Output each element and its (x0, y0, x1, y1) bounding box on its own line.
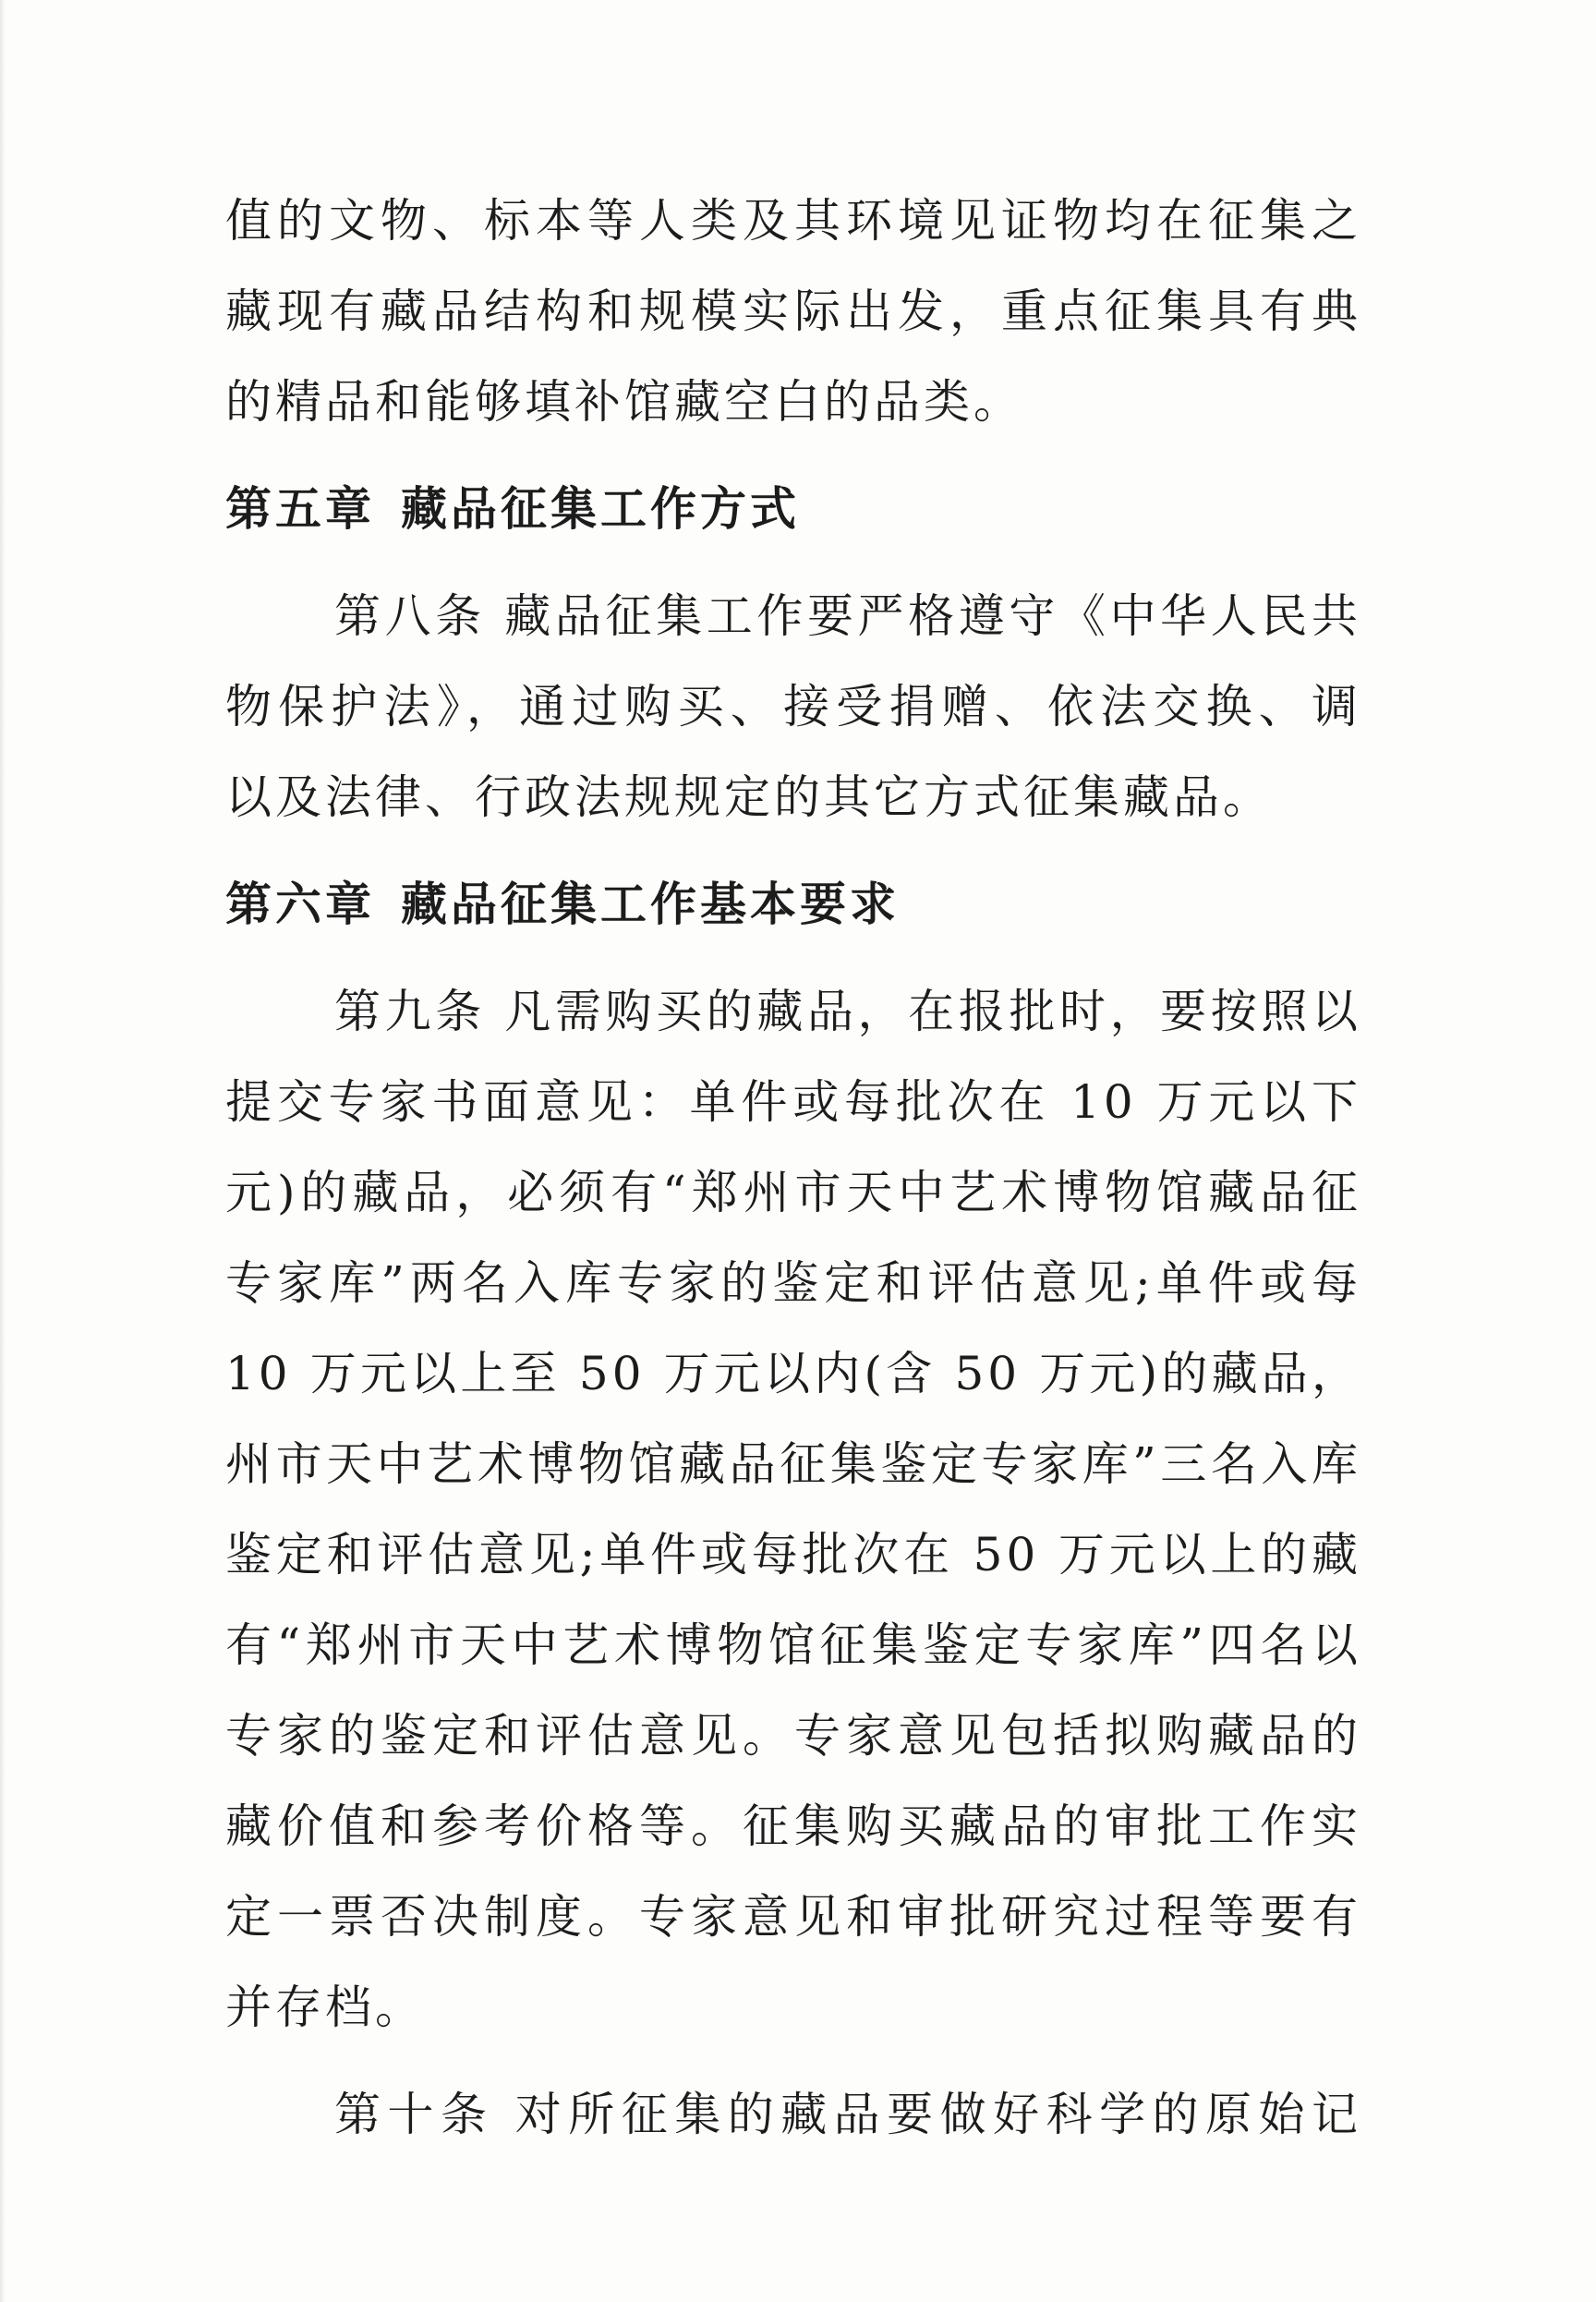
chapter-title: 藏品征集工作基本要求 (401, 877, 900, 931)
article-10 (225, 2069, 1361, 2160)
text-line: 提交专家书面意见：单件或每批次在 10 万元以下 (225, 1075, 1361, 1129)
text-line: 第十条 对所征集的藏品要做好科学的原始记 (334, 2088, 1361, 2141)
article-8 (225, 571, 1361, 842)
chapter-heading-5 (225, 464, 1361, 554)
text-line: 第八条 藏品征集工作要严格遵守《中华人民共 (334, 589, 1361, 643)
chapter-title: 藏品征集工作方式 (401, 481, 800, 536)
text-line: 元)的藏品，必须有“郑州市天中艺术博物馆藏品征 (225, 1166, 1361, 1219)
text-line: 专家的鉴定和评估意见。专家意见包括拟购藏品的 (225, 1709, 1361, 1763)
text-line: 以及法律、行政法规规定的其它方式征集藏品。 (225, 770, 1273, 824)
chapter-number: 第六章 (225, 877, 375, 931)
text-line: 专家库”两名入库专家的鉴定和评估意见;单件或每 (225, 1256, 1361, 1310)
chapter-number: 第五章 (225, 481, 375, 536)
text-line: 有“郑州市天中艺术博物馆征集鉴定专家库”四名以 (225, 1618, 1361, 1672)
text-line: 藏价值和参考价格等。征集购买藏品的审批工作实 (225, 1799, 1361, 1853)
text-line: 第九条 凡需购买的藏品，在报批时，要按照以 (334, 985, 1361, 1038)
text-line: 定一票否决制度。专家意见和审批研究过程等要有 (225, 1890, 1361, 1944)
text-line: 10 万元以上至 50 万元以内(含 50 万元)的藏品， (225, 1347, 1361, 1400)
text-line: 的精品和能够填补馆藏空白的品类。 (225, 375, 1023, 429)
chapter-heading-6 (225, 859, 1361, 950)
text-line: 藏现有藏品结构和规模实际出发，重点征集具有典 (225, 285, 1361, 338)
document-body (225, 176, 1361, 2160)
text-line: 州市天中艺术博物馆藏品征集鉴定专家库”三名入库 (225, 1437, 1361, 1491)
article-9 (225, 966, 1361, 2053)
text-line: 物保护法》，通过购买、接受捐赠、依法交换、调 (225, 680, 1361, 733)
text-line: 值的文物、标本等人类及其环境见证物均在征集之 (225, 194, 1361, 248)
page-edge-shadow (0, 0, 6, 2302)
text-line: 并存档。 (225, 1981, 425, 2034)
paragraph-intro (225, 176, 1361, 447)
text-line: 鉴定和评估意见;单件或每批次在 50 万元以上的藏 (225, 1528, 1361, 1581)
